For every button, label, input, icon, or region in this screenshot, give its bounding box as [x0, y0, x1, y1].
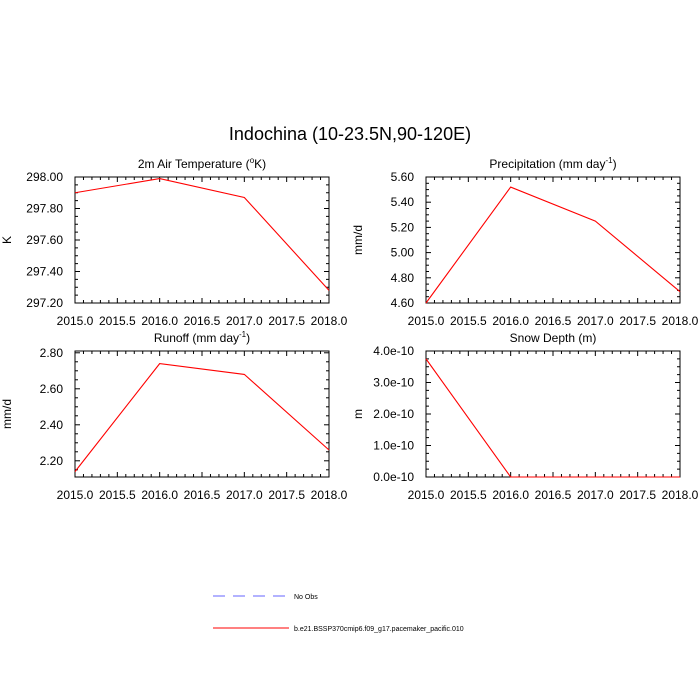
x-tick-label: 2015.5	[98, 488, 136, 502]
panel-1	[0, 156, 348, 328]
y-tick-label: 5.60	[390, 170, 414, 184]
plot-frame	[426, 177, 680, 303]
x-tick-label: 2018.0	[661, 488, 699, 502]
y-tick-label: 1.0e-10	[373, 438, 414, 453]
panel-title	[154, 330, 250, 345]
series-line	[75, 179, 329, 291]
x-tick-label: 2017.5	[268, 314, 306, 328]
x-tick-label: 2017.5	[619, 314, 657, 328]
y-tick-label: 297.40	[26, 264, 63, 279]
x-tick-label: 2018.0	[661, 314, 699, 328]
y-tick-label: 3.0e-10	[373, 375, 414, 390]
y-tick-label: 2.80	[39, 345, 63, 360]
panel-title	[138, 156, 266, 171]
y-tick-label: 4.80	[390, 270, 414, 285]
x-tick-label: 2015.5	[449, 488, 487, 502]
series-line	[426, 187, 680, 303]
x-tick-label: 2017.0	[225, 488, 263, 502]
x-tick-label: 2016.0	[141, 314, 179, 328]
y-tick-label: 0.0e-10	[373, 470, 414, 484]
y-tick-label: 4.0e-10	[373, 344, 414, 358]
x-tick-label: 2016.5	[534, 314, 572, 328]
panel-4	[351, 331, 699, 502]
panels	[0, 156, 699, 502]
plot-frame	[75, 351, 329, 477]
x-tick-label: 2015.0	[56, 314, 94, 328]
y-axis-label: K	[0, 235, 14, 245]
panel-title-tail: )	[612, 157, 617, 171]
x-tick-label: 2016.0	[492, 488, 530, 502]
x-tick-label: 2016.5	[183, 488, 221, 502]
plot-frame	[75, 177, 329, 303]
legend-label-1: No Obs	[294, 594, 318, 601]
panel-title-text: Runoff (mm day	[153, 331, 240, 345]
panel-title	[489, 156, 616, 171]
y-tick-label: 298.00	[26, 170, 63, 184]
x-tick-label: 2015.0	[407, 488, 445, 502]
y-tick-label: 2.40	[39, 417, 63, 432]
y-tick-label: 5.40	[390, 195, 414, 210]
x-tick-label: 2016.5	[534, 488, 572, 502]
panel-title	[510, 331, 597, 345]
x-tick-label: 2015.5	[98, 314, 136, 328]
y-tick-label: 5.00	[390, 245, 414, 260]
y-tick-label: 2.0e-10	[373, 407, 414, 421]
panel-title-superscript: o	[249, 156, 255, 165]
x-tick-label: 2016.5	[183, 314, 221, 328]
x-tick-label: 2015.0	[56, 488, 94, 502]
panel-title-superscript: -1	[605, 156, 613, 165]
x-tick-label: 2016.0	[141, 488, 179, 502]
x-tick-label: 2017.0	[576, 314, 614, 328]
x-tick-label: 2018.0	[310, 488, 348, 502]
panel-title-tail: )	[246, 331, 251, 345]
y-axis-label: m	[351, 409, 365, 419]
panel-title-text: Precipitation (mm day	[489, 157, 606, 171]
x-tick-label: 2017.5	[268, 488, 306, 502]
series-line	[75, 364, 329, 472]
y-axis-label: mm/d	[0, 399, 14, 429]
x-tick-label: 2017.5	[619, 488, 657, 502]
y-tick-label: 2.60	[39, 381, 63, 396]
y-tick-label: 297.60	[26, 233, 63, 247]
panel-title-superscript: -1	[239, 330, 247, 339]
panel-2	[351, 156, 699, 328]
y-tick-label: 4.60	[390, 296, 414, 310]
legend	[213, 594, 464, 633]
x-tick-label: 2015.5	[449, 314, 487, 328]
x-tick-label: 2018.0	[310, 314, 348, 328]
x-tick-label: 2017.0	[225, 314, 263, 328]
y-tick-label: 5.20	[390, 220, 414, 235]
y-tick-label: 2.20	[39, 453, 63, 468]
y-tick-label: 297.80	[26, 201, 63, 216]
plot-frame	[426, 351, 680, 477]
y-axis-label: mm/d	[351, 225, 365, 255]
panel-title-tail: K)	[254, 157, 267, 171]
y-tick-label: 297.20	[26, 296, 63, 310]
figure-title: Indochina (10-23.5N,90-120E)	[228, 124, 472, 144]
legend-label-2: b.e21.BSSP370cmip6.f09_g17.pacemaker_pacific.010	[294, 626, 464, 633]
x-tick-label: 2015.0	[407, 314, 445, 328]
panel-3	[0, 330, 348, 502]
series-line	[426, 359, 680, 477]
panel-title-text: Snow Depth (m)	[509, 331, 597, 345]
x-tick-label: 2016.0	[492, 314, 530, 328]
x-tick-label: 2017.0	[576, 488, 614, 502]
panel-title-text: 2m Air Temperature (	[137, 157, 250, 171]
